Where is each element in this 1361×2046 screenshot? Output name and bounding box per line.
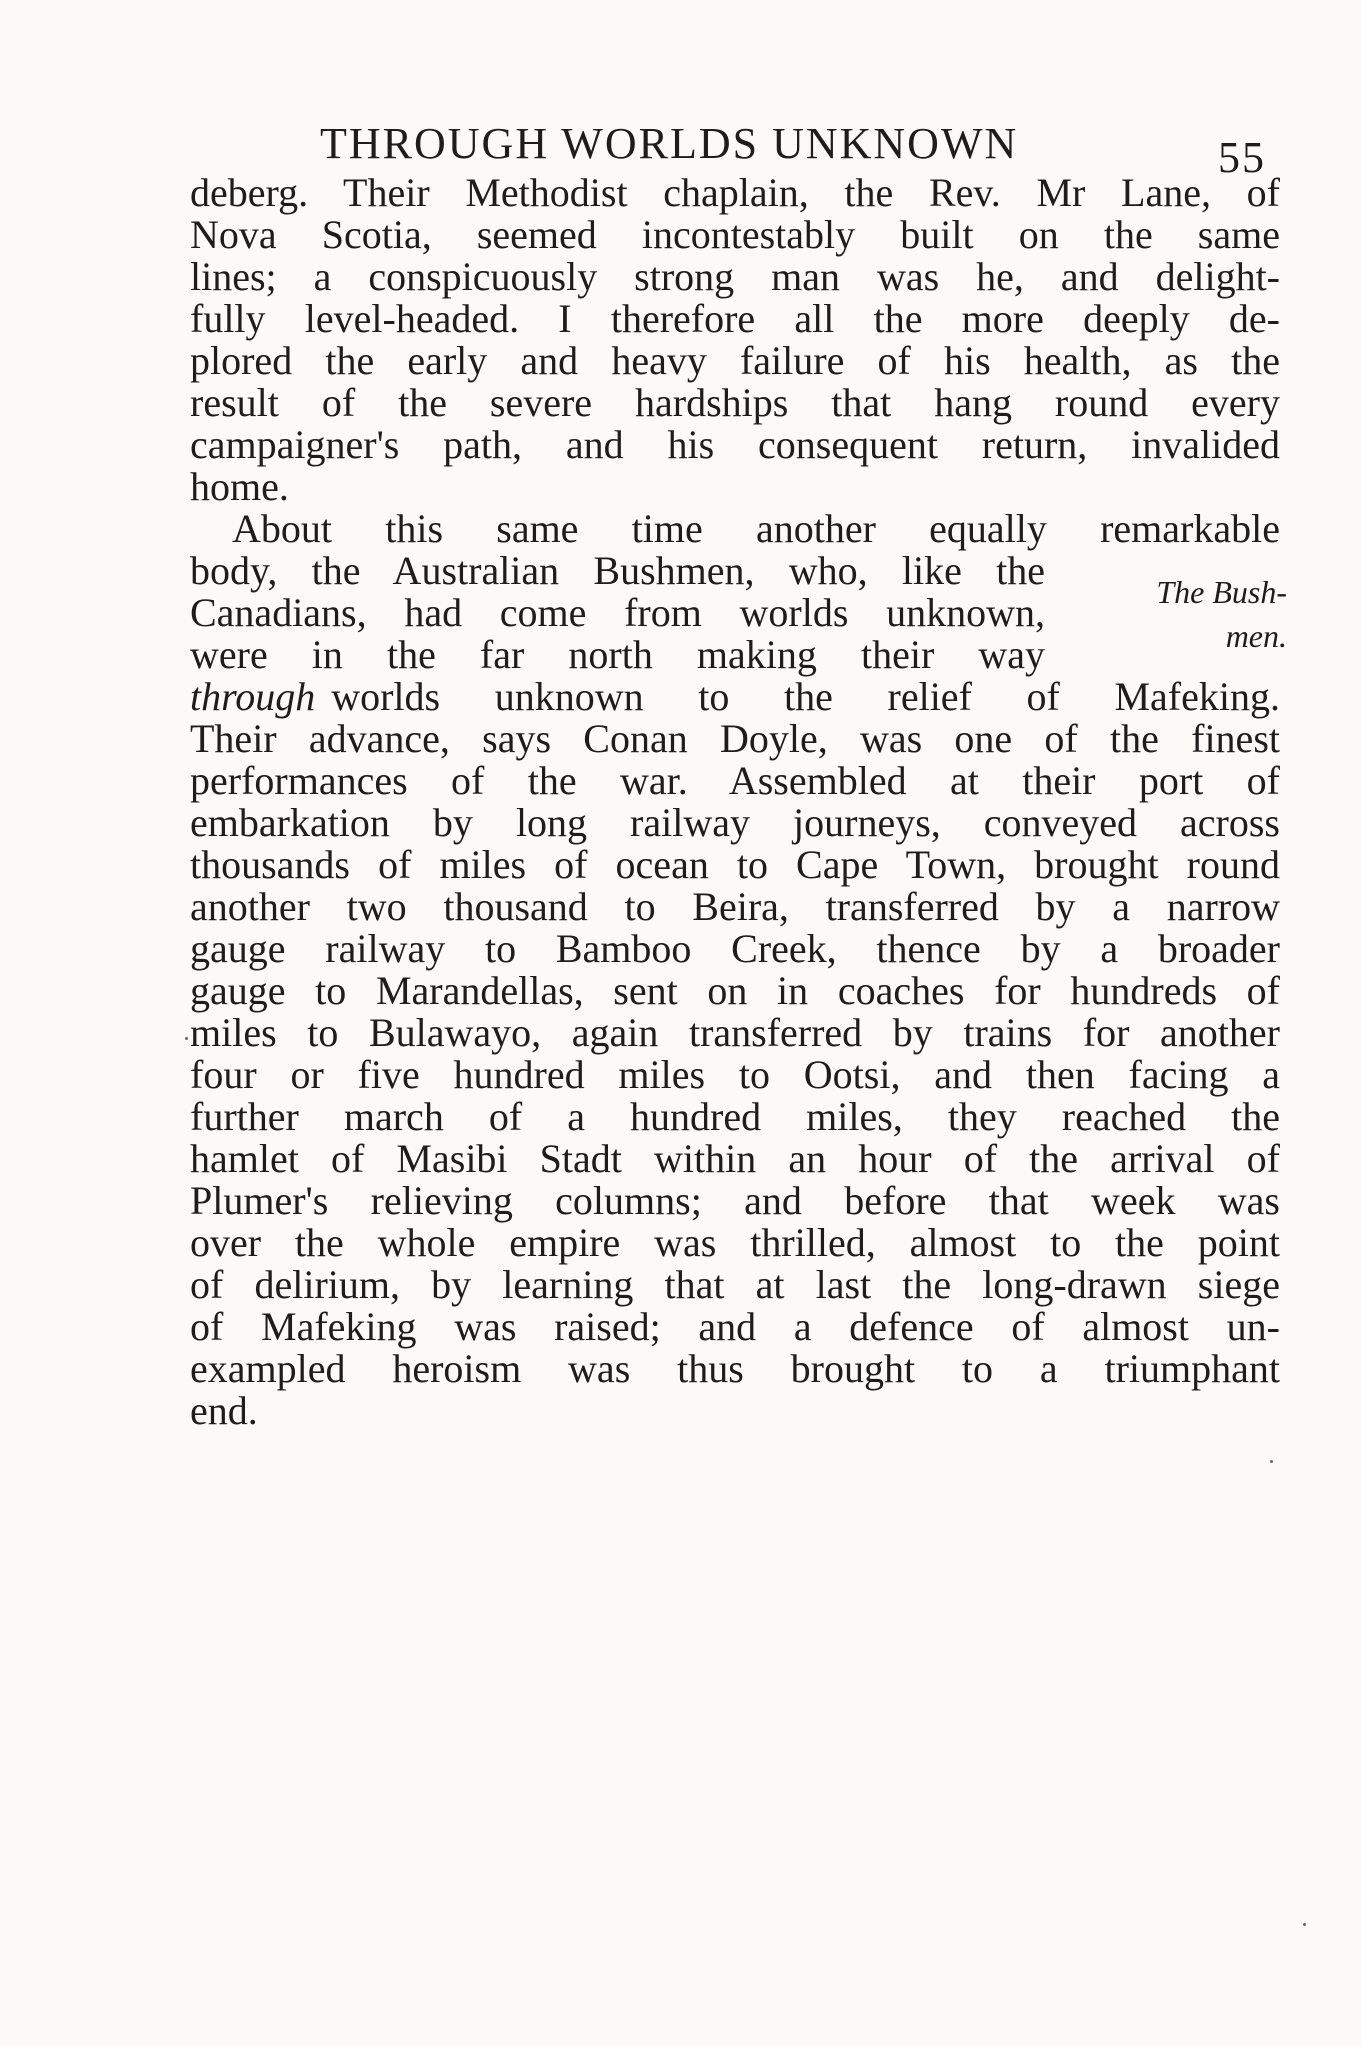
text-line: home. [190,464,289,509]
text-line: campaigner's path, and his consequent return, invalided [190,422,1280,467]
margin-note-line: The Bush- [1156,574,1287,610]
text-line: another two thousand to Beira, transferred by a narrow [190,884,1280,929]
text-line: deberg. Their Methodist chaplain, the Rev. Mr Lane, of [190,170,1280,215]
text-line: performances of the war. Assembled at their port of [190,758,1280,803]
text-line: hamlet of Masibi Stadt within an hour of the arrival of [190,1136,1280,1181]
text-line: over the whole empire was thrilled, almost to the point [190,1220,1280,1265]
text-line: plored the early and heavy failure of his health, as the [190,338,1280,383]
paper-speck [1270,1460,1273,1463]
text-line: four or five hundred miles to Ootsi, and then facing a [190,1052,1280,1097]
text-line: About this same time another equally remarkable [232,506,1280,551]
running-title: THROUGH WORLDS UNKNOWN [320,119,1019,168]
margin-note-line: men. [1225,618,1287,654]
text-line: of delirium, by learning that at last the long-drawn siege [190,1262,1280,1307]
text-line: result of the severe hardships that hang round every [190,380,1280,425]
text-line: gauge to Marandellas, sent on in coaches for hundreds of [190,968,1280,1013]
text-line: miles to Bulawayo, again transferred by trains for another [190,1010,1280,1055]
paper-speck [185,1037,188,1040]
text-line: end. [190,1388,258,1433]
text-line-rest: worlds unknown to the relief of Mafeking. [331,674,1280,719]
italic-word: through [190,674,316,719]
text-line: Plumer's relieving columns; and before that week was [190,1178,1280,1223]
text-line: fully level-headed. I therefore all the more deeply de- [190,296,1280,341]
page-number: 55 [1218,133,1266,182]
text-line: Canadians, had come from worlds unknown, [190,590,1045,635]
text-line: further march of a hundred miles, they reached the [190,1094,1280,1139]
paper-speck [1303,1923,1306,1926]
text-line: Nova Scotia, seemed incontestably built on the same [190,212,1280,257]
text-line: lines; a conspicuously strong man was he, and delight- [190,254,1280,299]
text-line: gauge railway to Bamboo Creek, thence by a broader [190,926,1280,971]
text-line: of Mafeking was raised; and a defence of almost un- [190,1304,1280,1349]
text-line: body, the Australian Bushmen, who, like the [190,548,1045,593]
text-line: thousands of miles of ocean to Cape Town, brought round [190,842,1280,887]
text-line: Their advance, says Conan Doyle, was one of the finest [190,716,1280,761]
text-line: exampled heroism was thus brought to a triumphant [190,1346,1280,1391]
text-line: were in the far north making their way [190,632,1045,677]
margin-note [1112,570,1287,658]
text-line: embarkation by long railway journeys, conveyed across [190,800,1280,845]
